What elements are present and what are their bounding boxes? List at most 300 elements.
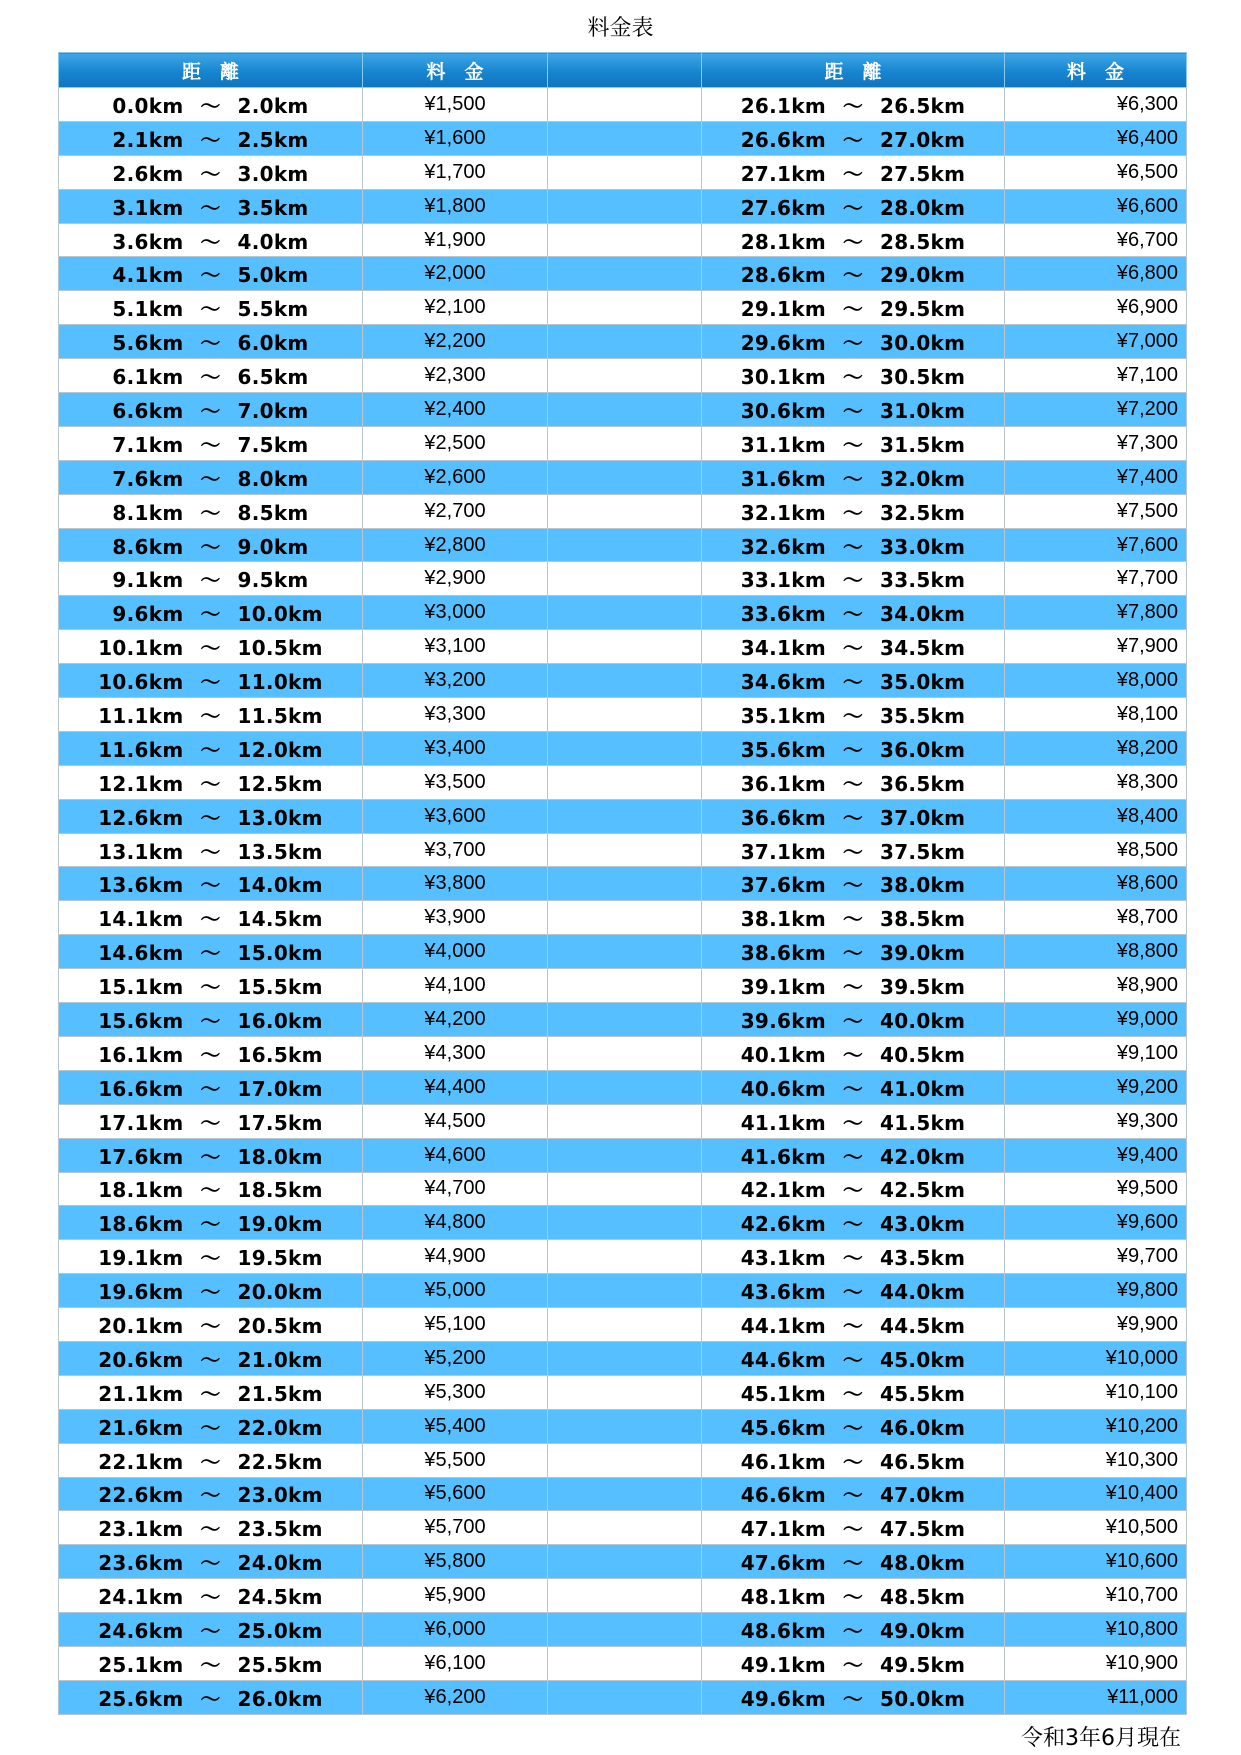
right-fare-cell: ¥6,400	[1005, 121, 1187, 155]
range-tilde: 〜	[200, 365, 221, 390]
distance-from: 16.1km	[98, 1042, 184, 1067]
left-distance-cell	[59, 1274, 363, 1308]
header-blank	[548, 53, 702, 88]
distance-to: 20.0km	[237, 1280, 323, 1305]
right-fare-cell: ¥9,800	[1005, 1274, 1187, 1308]
table-row	[59, 1443, 1187, 1477]
left-fare-cell: ¥5,600	[363, 1477, 548, 1511]
distance-from: 47.6km	[740, 1551, 826, 1576]
left-distance-cell	[59, 833, 363, 867]
blank-cell	[548, 257, 702, 291]
range-tilde: 〜	[200, 331, 221, 356]
distance-from: 27.1km	[740, 161, 826, 186]
table-row	[59, 1172, 1187, 1206]
left-distance-cell	[59, 562, 363, 596]
distance-to: 21.0km	[237, 1347, 323, 1372]
range-tilde: 〜	[842, 161, 864, 186]
distance-from: 8.1km	[112, 500, 184, 525]
table-row	[59, 935, 1187, 969]
range-tilde: 〜	[200, 703, 221, 728]
blank-cell	[548, 1375, 702, 1409]
distance-to: 13.0km	[237, 805, 323, 830]
right-fare-cell: ¥10,800	[1005, 1613, 1187, 1647]
distance-from: 39.6km	[740, 1008, 826, 1033]
left-fare-cell: ¥1,900	[363, 223, 548, 257]
blank-cell	[548, 1579, 702, 1613]
blank-cell	[548, 1613, 702, 1647]
distance-to: 36.5km	[880, 771, 966, 796]
left-fare-cell: ¥3,900	[363, 901, 548, 935]
distance-from: 40.1km	[740, 1042, 826, 1067]
distance-to: 42.0km	[880, 1144, 966, 1169]
right-fare-cell: ¥8,800	[1005, 935, 1187, 969]
distance-to: 25.5km	[237, 1652, 323, 1677]
distance-from: 49.6km	[740, 1686, 826, 1711]
left-fare-cell: ¥3,000	[363, 596, 548, 630]
right-fare-cell: ¥8,400	[1005, 799, 1187, 833]
distance-to: 3.0km	[237, 161, 309, 186]
right-distance-cell	[702, 1308, 1005, 1342]
left-fare-cell: ¥3,600	[363, 799, 548, 833]
distance-to: 18.0km	[237, 1144, 323, 1169]
range-tilde: 〜	[842, 703, 864, 728]
distance-from: 45.1km	[740, 1381, 826, 1406]
right-distance-cell	[702, 291, 1005, 325]
distance-to: 19.5km	[237, 1246, 323, 1271]
right-distance-cell	[702, 935, 1005, 969]
blank-cell	[548, 1477, 702, 1511]
right-distance-cell	[702, 359, 1005, 393]
right-distance-cell	[702, 1579, 1005, 1613]
blank-cell	[548, 596, 702, 630]
left-distance-cell	[59, 1003, 363, 1037]
right-fare-cell: ¥8,000	[1005, 664, 1187, 698]
right-distance-cell	[702, 1206, 1005, 1240]
distance-from: 24.1km	[98, 1585, 184, 1610]
range-tilde: 〜	[200, 93, 221, 118]
distance-to: 45.5km	[880, 1381, 966, 1406]
left-distance-cell	[59, 223, 363, 257]
right-distance-cell	[702, 1341, 1005, 1375]
distance-to: 10.0km	[237, 602, 323, 627]
left-fare-cell: ¥2,100	[363, 291, 548, 325]
distance-from: 11.1km	[98, 703, 184, 728]
range-tilde: 〜	[200, 1585, 221, 1610]
right-fare-cell: ¥10,400	[1005, 1477, 1187, 1511]
right-distance-cell	[702, 1070, 1005, 1104]
distance-from: 28.1km	[740, 229, 826, 254]
distance-to: 29.5km	[880, 297, 966, 322]
left-fare-cell: ¥6,200	[363, 1680, 548, 1714]
distance-from: 25.6km	[98, 1686, 184, 1711]
left-distance-cell	[59, 1070, 363, 1104]
table-row	[59, 596, 1187, 630]
blank-cell	[548, 1036, 702, 1070]
distance-to: 24.0km	[237, 1551, 323, 1576]
range-tilde: 〜	[200, 1008, 221, 1033]
left-fare-cell: ¥5,900	[363, 1579, 548, 1613]
distance-to: 23.5km	[237, 1517, 323, 1542]
blank-cell	[548, 630, 702, 664]
right-distance-cell	[702, 630, 1005, 664]
range-tilde: 〜	[200, 534, 221, 559]
distance-from: 34.6km	[740, 670, 826, 695]
range-tilde: 〜	[842, 1551, 864, 1576]
distance-to: 15.5km	[237, 975, 323, 1000]
distance-to: 17.0km	[237, 1076, 323, 1101]
table-row	[59, 121, 1187, 155]
right-distance-cell	[702, 1511, 1005, 1545]
left-fare-cell: ¥3,800	[363, 867, 548, 901]
distance-to: 34.5km	[880, 636, 966, 661]
page-title: 料金表	[587, 16, 654, 41]
left-fare-cell: ¥2,000	[363, 257, 548, 291]
left-distance-cell	[59, 1206, 363, 1240]
left-fare-cell: ¥2,300	[363, 359, 548, 393]
distance-to: 32.0km	[880, 466, 966, 491]
right-distance-cell	[702, 528, 1005, 562]
left-distance-cell	[59, 1138, 363, 1172]
range-tilde: 〜	[200, 1280, 221, 1305]
left-fare-cell: ¥6,100	[363, 1646, 548, 1680]
range-tilde: 〜	[842, 670, 864, 695]
distance-from: 29.1km	[740, 297, 826, 322]
distance-from: 13.6km	[98, 873, 184, 898]
range-tilde: 〜	[842, 737, 864, 762]
blank-cell	[548, 291, 702, 325]
right-distance-cell	[702, 731, 1005, 765]
header-fare-right: 料 金	[1005, 53, 1187, 88]
right-distance-cell	[702, 1138, 1005, 1172]
blank-cell	[548, 799, 702, 833]
blank-cell	[548, 1545, 702, 1579]
distance-from: 5.1km	[112, 297, 184, 322]
range-tilde: 〜	[842, 1280, 864, 1305]
distance-to: 2.0km	[237, 93, 309, 118]
blank-cell	[548, 765, 702, 799]
table-row	[59, 189, 1187, 223]
left-distance-cell	[59, 969, 363, 1003]
right-distance-cell	[702, 1274, 1005, 1308]
left-fare-cell: ¥4,400	[363, 1070, 548, 1104]
range-tilde: 〜	[200, 1381, 221, 1406]
distance-from: 37.6km	[740, 873, 826, 898]
distance-from: 9.1km	[112, 568, 184, 593]
right-distance-cell	[702, 562, 1005, 596]
distance-from: 44.6km	[740, 1347, 826, 1372]
table-row	[59, 731, 1187, 765]
left-fare-cell: ¥4,600	[363, 1138, 548, 1172]
distance-from: 42.6km	[740, 1212, 826, 1237]
blank-cell	[548, 698, 702, 732]
blank-cell	[548, 1409, 702, 1443]
table-row	[59, 257, 1187, 291]
distance-to: 14.5km	[237, 907, 323, 932]
range-tilde: 〜	[200, 195, 221, 220]
distance-to: 26.5km	[880, 93, 966, 118]
right-distance-cell	[702, 1646, 1005, 1680]
left-distance-cell	[59, 1579, 363, 1613]
distance-from: 47.1km	[740, 1517, 826, 1542]
blank-cell	[548, 731, 702, 765]
distance-from: 10.6km	[98, 670, 184, 695]
table-row	[59, 426, 1187, 460]
left-fare-cell: ¥2,800	[363, 528, 548, 562]
table-row	[59, 155, 1187, 189]
table-row	[59, 1545, 1187, 1579]
distance-to: 35.0km	[880, 670, 966, 695]
right-fare-cell: ¥8,300	[1005, 765, 1187, 799]
left-fare-cell: ¥5,800	[363, 1545, 548, 1579]
table-row	[59, 1680, 1187, 1714]
distance-from: 21.1km	[98, 1381, 184, 1406]
blank-cell	[548, 1003, 702, 1037]
left-fare-cell: ¥2,900	[363, 562, 548, 596]
blank-cell	[548, 1138, 702, 1172]
distance-to: 25.0km	[237, 1619, 323, 1644]
table-row	[59, 528, 1187, 562]
distance-from: 31.6km	[740, 466, 826, 491]
distance-from: 36.6km	[740, 805, 826, 830]
left-distance-cell	[59, 1613, 363, 1647]
distance-from: 20.6km	[98, 1347, 184, 1372]
right-distance-cell	[702, 121, 1005, 155]
table-row	[59, 1308, 1187, 1342]
left-distance-cell	[59, 1104, 363, 1138]
left-fare-cell: ¥4,800	[363, 1206, 548, 1240]
table-row	[59, 1036, 1187, 1070]
distance-to: 48.0km	[880, 1551, 966, 1576]
blank-cell	[548, 359, 702, 393]
left-distance-cell	[59, 393, 363, 427]
left-distance-cell	[59, 528, 363, 562]
right-distance-cell	[702, 393, 1005, 427]
right-fare-cell: ¥8,500	[1005, 833, 1187, 867]
distance-to: 38.0km	[880, 873, 966, 898]
range-tilde: 〜	[842, 93, 864, 118]
range-tilde: 〜	[200, 1178, 221, 1203]
right-fare-cell: ¥7,000	[1005, 325, 1187, 359]
distance-to: 11.5km	[237, 703, 323, 728]
range-tilde: 〜	[842, 398, 864, 423]
distance-to: 8.0km	[237, 466, 309, 491]
range-tilde: 〜	[200, 636, 221, 661]
range-tilde: 〜	[200, 907, 221, 932]
blank-cell	[548, 528, 702, 562]
range-tilde: 〜	[200, 975, 221, 1000]
distance-from: 43.6km	[740, 1280, 826, 1305]
table-row	[59, 1409, 1187, 1443]
distance-from: 35.6km	[740, 737, 826, 762]
right-fare-cell: ¥9,000	[1005, 1003, 1187, 1037]
left-fare-cell: ¥4,100	[363, 969, 548, 1003]
distance-from: 15.6km	[98, 1008, 184, 1033]
range-tilde: 〜	[200, 466, 221, 491]
blank-cell	[548, 88, 702, 122]
table-row	[59, 901, 1187, 935]
table-row	[59, 1138, 1187, 1172]
right-fare-cell: ¥7,400	[1005, 460, 1187, 494]
range-tilde: 〜	[200, 1110, 221, 1135]
right-distance-cell	[702, 698, 1005, 732]
range-tilde: 〜	[842, 1483, 864, 1508]
table-row	[59, 325, 1187, 359]
range-tilde: 〜	[842, 568, 864, 593]
table-row	[59, 664, 1187, 698]
distance-from: 26.1km	[740, 93, 826, 118]
range-tilde: 〜	[842, 839, 864, 864]
distance-to: 24.5km	[237, 1585, 323, 1610]
left-distance-cell	[59, 698, 363, 732]
distance-to: 8.5km	[237, 500, 309, 525]
blank-cell	[548, 935, 702, 969]
left-fare-cell: ¥1,500	[363, 88, 548, 122]
right-fare-cell: ¥8,200	[1005, 731, 1187, 765]
left-fare-cell: ¥2,500	[363, 426, 548, 460]
blank-cell	[548, 562, 702, 596]
right-distance-cell	[702, 664, 1005, 698]
left-fare-cell: ¥5,400	[363, 1409, 548, 1443]
distance-from: 24.6km	[98, 1619, 184, 1644]
range-tilde: 〜	[200, 1517, 221, 1542]
left-fare-cell: ¥4,000	[363, 935, 548, 969]
distance-from: 40.6km	[740, 1076, 826, 1101]
distance-from: 38.6km	[740, 941, 826, 966]
distance-from: 23.6km	[98, 1551, 184, 1576]
distance-to: 27.0km	[880, 127, 966, 152]
table-row	[59, 1240, 1187, 1274]
right-fare-cell: ¥7,200	[1005, 393, 1187, 427]
distance-from: 19.1km	[98, 1246, 184, 1271]
blank-cell	[548, 426, 702, 460]
blank-cell	[548, 460, 702, 494]
left-distance-cell	[59, 257, 363, 291]
right-distance-cell	[702, 867, 1005, 901]
range-tilde: 〜	[842, 941, 864, 966]
distance-from: 12.1km	[98, 771, 184, 796]
right-distance-cell	[702, 460, 1005, 494]
distance-to: 9.0km	[237, 534, 309, 559]
left-distance-cell	[59, 325, 363, 359]
distance-from: 31.1km	[740, 432, 826, 457]
right-distance-cell	[702, 426, 1005, 460]
table-row	[59, 1613, 1187, 1647]
distance-from: 34.1km	[740, 636, 826, 661]
distance-from: 2.6km	[112, 161, 184, 186]
right-fare-cell: ¥9,700	[1005, 1240, 1187, 1274]
distance-from: 22.6km	[98, 1483, 184, 1508]
distance-to: 17.5km	[237, 1110, 323, 1135]
distance-to: 19.0km	[237, 1212, 323, 1237]
range-tilde: 〜	[842, 1314, 864, 1338]
header-distance-right: 距 離	[702, 53, 1005, 88]
range-tilde: 〜	[842, 263, 864, 288]
right-distance-cell	[702, 1036, 1005, 1070]
distance-to: 43.5km	[880, 1246, 966, 1271]
blank-cell	[548, 1680, 702, 1714]
table-row	[59, 1511, 1187, 1545]
range-tilde: 〜	[200, 805, 221, 830]
distance-from: 3.6km	[112, 229, 184, 254]
table-row	[59, 1070, 1187, 1104]
left-fare-cell: ¥3,100	[363, 630, 548, 664]
right-fare-cell: ¥10,300	[1005, 1443, 1187, 1477]
left-fare-cell: ¥4,700	[363, 1172, 548, 1206]
left-fare-cell: ¥4,500	[363, 1104, 548, 1138]
right-distance-cell	[702, 765, 1005, 799]
distance-to: 20.5km	[237, 1314, 323, 1338]
right-fare-cell: ¥8,700	[1005, 901, 1187, 935]
distance-to: 22.0km	[237, 1415, 323, 1440]
right-fare-cell: ¥6,600	[1005, 189, 1187, 223]
table-row	[59, 765, 1187, 799]
distance-from: 29.6km	[740, 331, 826, 356]
distance-to: 7.0km	[237, 398, 309, 423]
range-tilde: 〜	[842, 1619, 864, 1644]
left-distance-cell	[59, 1545, 363, 1579]
distance-to: 39.5km	[880, 975, 966, 1000]
left-distance-cell	[59, 1646, 363, 1680]
right-distance-cell	[702, 969, 1005, 1003]
distance-to: 44.5km	[880, 1314, 966, 1338]
distance-from: 27.6km	[740, 195, 826, 220]
distance-to: 22.5km	[237, 1449, 323, 1474]
blank-cell	[548, 494, 702, 528]
left-distance-cell	[59, 155, 363, 189]
right-fare-cell: ¥6,700	[1005, 223, 1187, 257]
left-distance-cell	[59, 1443, 363, 1477]
right-fare-cell: ¥8,900	[1005, 969, 1187, 1003]
distance-to: 33.5km	[880, 568, 966, 593]
right-fare-cell: ¥10,600	[1005, 1545, 1187, 1579]
blank-cell	[548, 325, 702, 359]
distance-from: 2.1km	[112, 127, 184, 152]
distance-to: 40.0km	[880, 1008, 966, 1033]
header-row	[59, 53, 1187, 88]
range-tilde: 〜	[842, 1517, 864, 1542]
right-distance-cell	[702, 1613, 1005, 1647]
left-distance-cell	[59, 799, 363, 833]
distance-to: 9.5km	[237, 568, 309, 593]
distance-from: 33.6km	[740, 602, 826, 627]
right-distance-cell	[702, 1104, 1005, 1138]
distance-to: 30.5km	[880, 365, 966, 390]
right-distance-cell	[702, 1003, 1005, 1037]
left-distance-cell	[59, 1511, 363, 1545]
right-fare-cell: ¥8,600	[1005, 867, 1187, 901]
range-tilde: 〜	[200, 670, 221, 695]
blank-cell	[548, 1206, 702, 1240]
distance-to: 46.5km	[880, 1449, 966, 1474]
distance-to: 31.0km	[880, 398, 966, 423]
right-fare-cell: ¥10,000	[1005, 1341, 1187, 1375]
distance-from: 26.6km	[740, 127, 826, 152]
distance-from: 13.1km	[98, 839, 184, 864]
range-tilde: 〜	[200, 1314, 221, 1338]
distance-from: 32.1km	[740, 500, 826, 525]
range-tilde: 〜	[200, 1652, 221, 1677]
left-distance-cell	[59, 1308, 363, 1342]
distance-from: 3.1km	[112, 195, 184, 220]
range-tilde: 〜	[200, 500, 221, 525]
distance-from: 32.6km	[740, 534, 826, 559]
distance-to: 49.0km	[880, 1619, 966, 1644]
left-fare-cell: ¥4,900	[363, 1240, 548, 1274]
distance-from: 48.6km	[740, 1619, 826, 1644]
right-fare-cell: ¥7,100	[1005, 359, 1187, 393]
table-row	[59, 1104, 1187, 1138]
right-fare-cell: ¥10,900	[1005, 1646, 1187, 1680]
